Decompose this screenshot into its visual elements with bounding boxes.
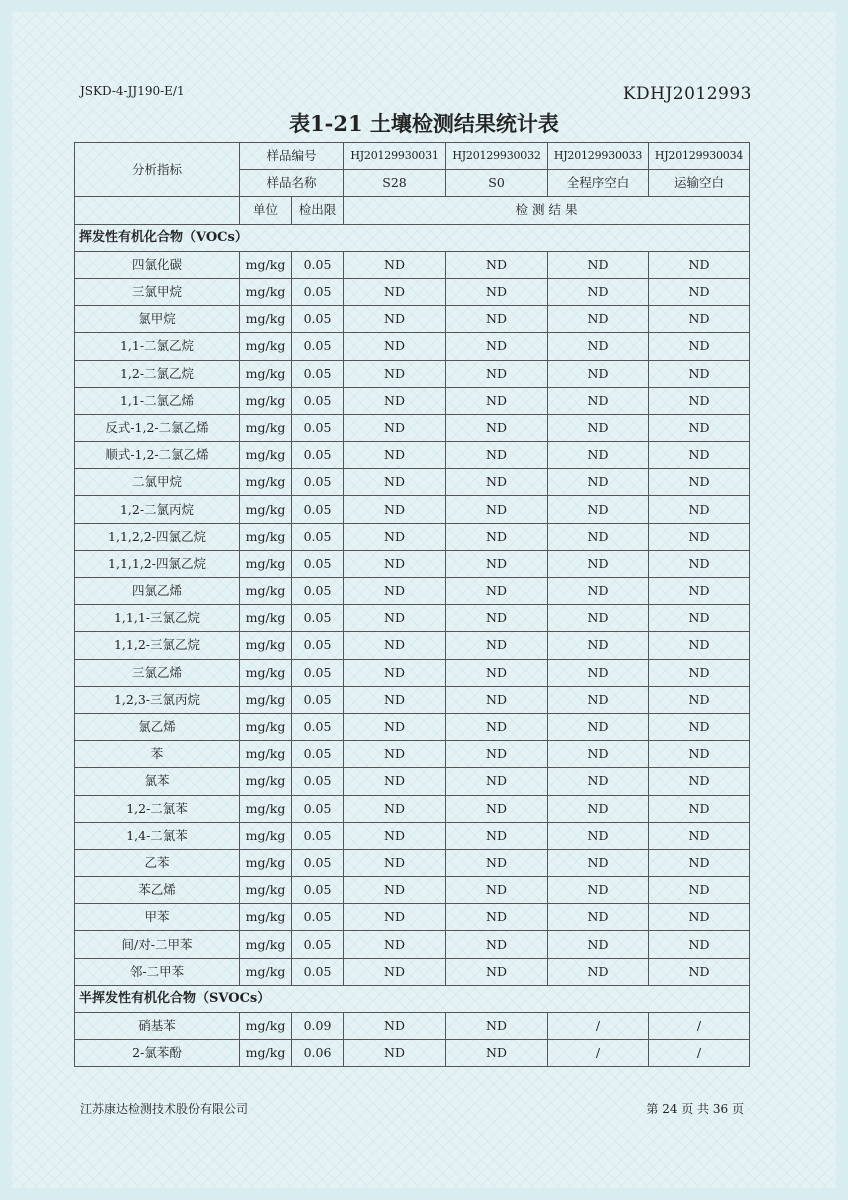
table-row bbox=[75, 849, 750, 876]
result-cell: ND bbox=[548, 659, 649, 686]
analyte-name: 顺式-1,2-二氯乙烯 bbox=[75, 442, 240, 469]
sample-id: HJ20129930033 bbox=[548, 143, 649, 170]
result-cell: ND bbox=[446, 768, 548, 795]
result-cell: ND bbox=[649, 795, 750, 822]
table-row bbox=[75, 713, 750, 740]
result-cell: ND bbox=[548, 741, 649, 768]
result-cell: ND bbox=[344, 333, 446, 360]
result-cell: ND bbox=[548, 550, 649, 577]
unit-cell: mg/kg bbox=[240, 768, 292, 795]
result-cell: ND bbox=[446, 523, 548, 550]
result-cell: ND bbox=[446, 550, 548, 577]
result-cell: ND bbox=[344, 632, 446, 659]
limit-cell: 0.05 bbox=[292, 360, 344, 387]
limit-cell: 0.05 bbox=[292, 251, 344, 278]
limit-cell: 0.05 bbox=[292, 442, 344, 469]
analyte-name: 邻-二甲苯 bbox=[75, 958, 240, 985]
group-title: 半挥发性有机化合物（SVOCs） bbox=[75, 985, 750, 1012]
result-cell: / bbox=[649, 1040, 750, 1067]
limit-cell: 0.05 bbox=[292, 387, 344, 414]
result-cell: ND bbox=[446, 469, 548, 496]
result-cell: ND bbox=[344, 360, 446, 387]
result-cell: ND bbox=[548, 904, 649, 931]
limit-cell: 0.05 bbox=[292, 822, 344, 849]
limit-cell: 0.05 bbox=[292, 713, 344, 740]
limit-cell: 0.05 bbox=[292, 931, 344, 958]
result-cell: ND bbox=[548, 414, 649, 441]
table-row bbox=[75, 414, 750, 441]
result-cell: ND bbox=[344, 904, 446, 931]
unit-cell: mg/kg bbox=[240, 605, 292, 632]
analyte-name: 苯乙烯 bbox=[75, 877, 240, 904]
result-cell: ND bbox=[548, 251, 649, 278]
group-title: 挥发性有机化合物（VOCs） bbox=[75, 224, 750, 251]
unit-cell: mg/kg bbox=[240, 550, 292, 577]
table-row bbox=[75, 278, 750, 305]
result-cell: ND bbox=[548, 877, 649, 904]
result-cell: ND bbox=[548, 306, 649, 333]
result-cell: ND bbox=[548, 278, 649, 305]
table-title: 表1-21 土壤检测结果统计表 bbox=[289, 111, 559, 136]
result-cell: ND bbox=[344, 278, 446, 305]
result-cell: ND bbox=[649, 496, 750, 523]
result-cell: ND bbox=[548, 442, 649, 469]
result-cell: ND bbox=[548, 795, 649, 822]
result-cell: ND bbox=[344, 605, 446, 632]
result-cell: ND bbox=[548, 768, 649, 795]
table-row bbox=[75, 768, 750, 795]
unit-cell: mg/kg bbox=[240, 1013, 292, 1040]
unit-cell: mg/kg bbox=[240, 849, 292, 876]
result-cell: ND bbox=[548, 523, 649, 550]
limit-cell: 0.05 bbox=[292, 278, 344, 305]
analyte-name: 1,2-二氯乙烷 bbox=[75, 360, 240, 387]
result-cell: ND bbox=[446, 306, 548, 333]
result-cell: ND bbox=[649, 659, 750, 686]
result-cell: ND bbox=[649, 333, 750, 360]
sample-name: S0 bbox=[446, 170, 548, 197]
result-cell: ND bbox=[446, 795, 548, 822]
result-cell: ND bbox=[344, 741, 446, 768]
table-row bbox=[75, 741, 750, 768]
limit-cell: 0.09 bbox=[292, 1013, 344, 1040]
result-cell: ND bbox=[548, 496, 649, 523]
analyte-name: 氯乙烯 bbox=[75, 713, 240, 740]
limit-cell: 0.05 bbox=[292, 496, 344, 523]
analyte-name: 2-氯苯酚 bbox=[75, 1040, 240, 1067]
limit-cell: 0.05 bbox=[292, 523, 344, 550]
unit-cell: mg/kg bbox=[240, 1040, 292, 1067]
page-number: 第 24 页 共 36 页 bbox=[646, 1102, 744, 1116]
analyte-name: 1,2-二氯丙烷 bbox=[75, 496, 240, 523]
table-row bbox=[75, 958, 750, 985]
limit-cell: 0.05 bbox=[292, 958, 344, 985]
result-cell: ND bbox=[548, 713, 649, 740]
result-cell: ND bbox=[446, 1013, 548, 1040]
unit-cell: mg/kg bbox=[240, 306, 292, 333]
result-cell: ND bbox=[344, 713, 446, 740]
analyte-name: 1,4-二氯苯 bbox=[75, 822, 240, 849]
result-cell: ND bbox=[649, 713, 750, 740]
unit-cell: mg/kg bbox=[240, 278, 292, 305]
result-cell: ND bbox=[344, 877, 446, 904]
result-cell: ND bbox=[446, 1040, 548, 1067]
table-row bbox=[75, 931, 750, 958]
unit-cell: mg/kg bbox=[240, 713, 292, 740]
unit-cell: mg/kg bbox=[240, 469, 292, 496]
result-cell: ND bbox=[446, 632, 548, 659]
table-row bbox=[75, 877, 750, 904]
result-cell: ND bbox=[446, 849, 548, 876]
document-code: JSKD-4-JJ190-E/1 bbox=[80, 84, 185, 98]
sample-id: HJ20129930032 bbox=[446, 143, 548, 170]
report-number: KDHJ2012993 bbox=[622, 84, 752, 104]
sample-name: 运输空白 bbox=[649, 170, 750, 197]
limit-cell: 0.05 bbox=[292, 306, 344, 333]
table-row bbox=[75, 442, 750, 469]
result-cell: ND bbox=[649, 550, 750, 577]
table-row bbox=[75, 659, 750, 686]
table-row bbox=[75, 605, 750, 632]
result-cell: ND bbox=[649, 605, 750, 632]
analyte-name: 1,1,1-三氯乙烷 bbox=[75, 605, 240, 632]
company-name: 江苏康达检测技术股份有限公司 bbox=[80, 1102, 249, 1116]
result-cell: ND bbox=[548, 333, 649, 360]
limit-cell: 0.05 bbox=[292, 795, 344, 822]
result-cell: ND bbox=[649, 632, 750, 659]
analyte-name: 反式-1,2-二氯乙烯 bbox=[75, 414, 240, 441]
result-cell: ND bbox=[344, 306, 446, 333]
result-cell: ND bbox=[446, 251, 548, 278]
limit-cell: 0.05 bbox=[292, 904, 344, 931]
limit-cell: 0.05 bbox=[292, 550, 344, 577]
result-cell: ND bbox=[446, 958, 548, 985]
limit-cell: 0.05 bbox=[292, 686, 344, 713]
analysis-header: 分析指标 bbox=[75, 143, 240, 197]
header-row-units bbox=[75, 197, 750, 224]
result-cell: ND bbox=[548, 360, 649, 387]
table-row bbox=[75, 469, 750, 496]
limit-cell: 0.05 bbox=[292, 877, 344, 904]
analyte-name: 苯 bbox=[75, 741, 240, 768]
analyte-name: 1,2,3-三氯丙烷 bbox=[75, 686, 240, 713]
result-cell: ND bbox=[649, 523, 750, 550]
result-cell: ND bbox=[446, 822, 548, 849]
result-cell: ND bbox=[649, 958, 750, 985]
result-cell: ND bbox=[344, 849, 446, 876]
header-row-sample-no bbox=[75, 143, 750, 170]
analyte-name: 四氯化碳 bbox=[75, 251, 240, 278]
result-cell: ND bbox=[344, 387, 446, 414]
result-cell: ND bbox=[446, 904, 548, 931]
analyte-name: 乙苯 bbox=[75, 849, 240, 876]
result-cell: ND bbox=[446, 278, 548, 305]
result-cell: ND bbox=[344, 795, 446, 822]
table-row bbox=[75, 632, 750, 659]
result-cell: ND bbox=[446, 360, 548, 387]
analyte-name: 甲苯 bbox=[75, 904, 240, 931]
table-row bbox=[75, 686, 750, 713]
analyte-name: 1,1-二氯乙烷 bbox=[75, 333, 240, 360]
result-cell: ND bbox=[344, 414, 446, 441]
table-row bbox=[75, 306, 750, 333]
result-cell: ND bbox=[446, 333, 548, 360]
result-cell: ND bbox=[344, 1040, 446, 1067]
result-cell: ND bbox=[649, 469, 750, 496]
result-cell: ND bbox=[344, 578, 446, 605]
unit-cell: mg/kg bbox=[240, 741, 292, 768]
limit-cell: 0.05 bbox=[292, 333, 344, 360]
result-cell: ND bbox=[649, 822, 750, 849]
table-row bbox=[75, 1013, 750, 1040]
result-cell: ND bbox=[446, 496, 548, 523]
table-row bbox=[75, 360, 750, 387]
unit-cell: mg/kg bbox=[240, 387, 292, 414]
table-row bbox=[75, 523, 750, 550]
unit-cell: mg/kg bbox=[240, 578, 292, 605]
result-cell: ND bbox=[548, 605, 649, 632]
result-cell: ND bbox=[344, 1013, 446, 1040]
result-cell: ND bbox=[649, 904, 750, 931]
result-cell: ND bbox=[649, 360, 750, 387]
group-row bbox=[75, 985, 750, 1012]
table-row bbox=[75, 822, 750, 849]
table-row bbox=[75, 387, 750, 414]
result-cell: ND bbox=[446, 931, 548, 958]
result-cell: ND bbox=[649, 278, 750, 305]
unit-cell: mg/kg bbox=[240, 686, 292, 713]
table-row bbox=[75, 550, 750, 577]
table-row bbox=[75, 496, 750, 523]
result-cell: ND bbox=[446, 741, 548, 768]
result-cell: ND bbox=[446, 578, 548, 605]
unit-cell: mg/kg bbox=[240, 904, 292, 931]
result-cell: ND bbox=[446, 877, 548, 904]
analyte-name: 三氯乙烯 bbox=[75, 659, 240, 686]
analyte-name: 四氯乙烯 bbox=[75, 578, 240, 605]
result-cell: ND bbox=[344, 686, 446, 713]
result-cell: ND bbox=[649, 686, 750, 713]
unit-cell: mg/kg bbox=[240, 442, 292, 469]
unit-cell: mg/kg bbox=[240, 632, 292, 659]
result-cell: ND bbox=[649, 849, 750, 876]
result-cell: ND bbox=[344, 659, 446, 686]
table-row bbox=[75, 578, 750, 605]
analyte-name: 氯苯 bbox=[75, 768, 240, 795]
unit-cell: mg/kg bbox=[240, 333, 292, 360]
unit-cell: mg/kg bbox=[240, 251, 292, 278]
result-label: 检 测 结 果 bbox=[344, 197, 750, 224]
result-cell: ND bbox=[649, 877, 750, 904]
analyte-name: 硝基苯 bbox=[75, 1013, 240, 1040]
result-cell: ND bbox=[649, 251, 750, 278]
result-cell: ND bbox=[446, 659, 548, 686]
result-cell: ND bbox=[344, 523, 446, 550]
sample-name-label: 样品名称 bbox=[240, 170, 344, 197]
unit-cell: mg/kg bbox=[240, 414, 292, 441]
result-cell: ND bbox=[548, 958, 649, 985]
result-cell: ND bbox=[548, 686, 649, 713]
result-cell: ND bbox=[548, 632, 649, 659]
result-cell: ND bbox=[344, 550, 446, 577]
table-row bbox=[75, 904, 750, 931]
analyte-name: 1,1,2,2-四氯乙烷 bbox=[75, 523, 240, 550]
result-cell: ND bbox=[344, 958, 446, 985]
unit-cell: mg/kg bbox=[240, 931, 292, 958]
table-row bbox=[75, 1040, 750, 1067]
limit-label: 检出限 bbox=[292, 197, 344, 224]
group-row bbox=[75, 224, 750, 251]
unit-cell: mg/kg bbox=[240, 523, 292, 550]
result-cell: ND bbox=[344, 768, 446, 795]
result-cell: ND bbox=[548, 849, 649, 876]
result-cell: ND bbox=[649, 442, 750, 469]
sample-no-label: 样品编号 bbox=[240, 143, 344, 170]
result-cell: ND bbox=[548, 469, 649, 496]
result-cell: ND bbox=[649, 306, 750, 333]
limit-cell: 0.05 bbox=[292, 414, 344, 441]
result-cell: ND bbox=[446, 414, 548, 441]
result-cell: ND bbox=[344, 469, 446, 496]
analyte-name: 二氯甲烷 bbox=[75, 469, 240, 496]
result-cell: / bbox=[548, 1040, 649, 1067]
sample-name: S28 bbox=[344, 170, 446, 197]
analyte-name: 三氯甲烷 bbox=[75, 278, 240, 305]
result-cell: ND bbox=[649, 578, 750, 605]
result-cell: ND bbox=[649, 931, 750, 958]
result-cell: ND bbox=[344, 496, 446, 523]
result-cell: ND bbox=[548, 822, 649, 849]
unit-cell: mg/kg bbox=[240, 795, 292, 822]
analyte-name: 间/对-二甲苯 bbox=[75, 931, 240, 958]
table-row bbox=[75, 333, 750, 360]
result-cell: ND bbox=[446, 387, 548, 414]
result-cell: ND bbox=[649, 387, 750, 414]
result-cell: ND bbox=[446, 686, 548, 713]
result-cell: ND bbox=[649, 768, 750, 795]
limit-cell: 0.05 bbox=[292, 605, 344, 632]
analyte-name: 1,2-二氯苯 bbox=[75, 795, 240, 822]
unit-label: 单位 bbox=[240, 197, 292, 224]
result-cell: ND bbox=[649, 741, 750, 768]
sample-id: HJ20129930034 bbox=[649, 143, 750, 170]
limit-cell: 0.05 bbox=[292, 768, 344, 795]
limit-cell: 0.05 bbox=[292, 741, 344, 768]
result-cell: / bbox=[649, 1013, 750, 1040]
unit-cell: mg/kg bbox=[240, 822, 292, 849]
table-row bbox=[75, 795, 750, 822]
result-cell: ND bbox=[548, 578, 649, 605]
header-blank bbox=[75, 197, 240, 224]
analyte-name: 1,1,1,2-四氯乙烷 bbox=[75, 550, 240, 577]
sample-id: HJ20129930031 bbox=[344, 143, 446, 170]
limit-cell: 0.05 bbox=[292, 659, 344, 686]
result-cell: / bbox=[548, 1013, 649, 1040]
limit-cell: 0.05 bbox=[292, 849, 344, 876]
result-cell: ND bbox=[446, 442, 548, 469]
analyte-name: 氯甲烷 bbox=[75, 306, 240, 333]
result-cell: ND bbox=[446, 713, 548, 740]
unit-cell: mg/kg bbox=[240, 958, 292, 985]
result-cell: ND bbox=[548, 931, 649, 958]
result-cell: ND bbox=[446, 605, 548, 632]
results-table bbox=[74, 142, 750, 1067]
result-cell: ND bbox=[344, 822, 446, 849]
result-cell: ND bbox=[548, 387, 649, 414]
analyte-name: 1,1,2-三氯乙烷 bbox=[75, 632, 240, 659]
unit-cell: mg/kg bbox=[240, 659, 292, 686]
unit-cell: mg/kg bbox=[240, 877, 292, 904]
result-cell: ND bbox=[344, 251, 446, 278]
unit-cell: mg/kg bbox=[240, 360, 292, 387]
sample-name: 全程序空白 bbox=[548, 170, 649, 197]
result-cell: ND bbox=[344, 442, 446, 469]
limit-cell: 0.05 bbox=[292, 469, 344, 496]
table-row bbox=[75, 251, 750, 278]
result-cell: ND bbox=[649, 414, 750, 441]
limit-cell: 0.05 bbox=[292, 632, 344, 659]
result-cell: ND bbox=[344, 931, 446, 958]
limit-cell: 0.06 bbox=[292, 1040, 344, 1067]
limit-cell: 0.05 bbox=[292, 578, 344, 605]
unit-cell: mg/kg bbox=[240, 496, 292, 523]
analyte-name: 1,1-二氯乙烯 bbox=[75, 387, 240, 414]
